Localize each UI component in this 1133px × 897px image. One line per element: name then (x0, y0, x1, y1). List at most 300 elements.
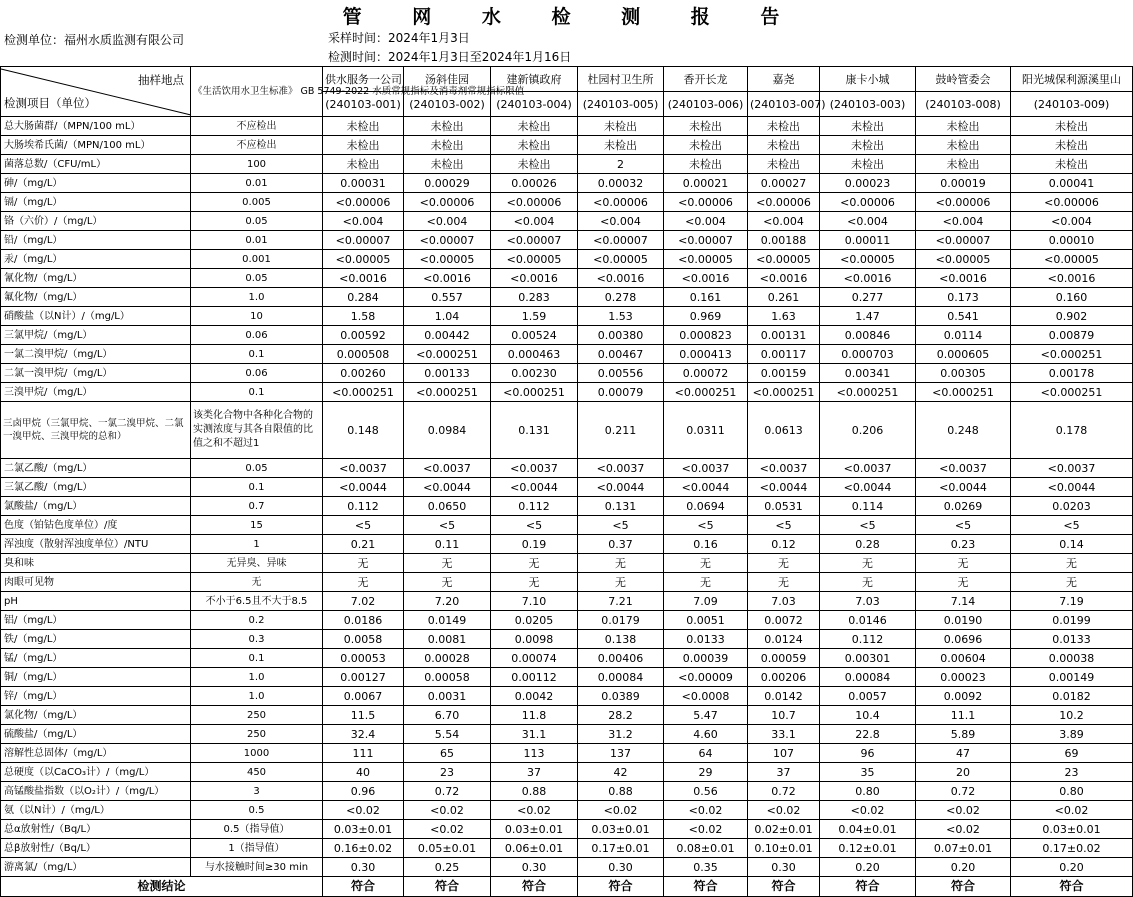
standard-limit: 0.1 (191, 649, 323, 668)
result-value: 无 (748, 573, 820, 592)
result-value: 0.16 (664, 535, 748, 554)
result-value: <0.0016 (916, 269, 1011, 288)
result-value: 0.30 (748, 858, 820, 877)
result-value: 0.00112 (491, 668, 578, 687)
result-value: <0.0016 (1011, 269, 1133, 288)
test-item: 氨（以N计）/（mg/L） (1, 801, 191, 820)
result-value: 1.53 (578, 307, 664, 326)
result-value: <0.0016 (491, 269, 578, 288)
result-value: 0.00230 (491, 364, 578, 383)
result-value: 无 (1011, 573, 1133, 592)
result-value: <0.00006 (664, 193, 748, 212)
site-name: 供水服务一公司 (323, 67, 404, 92)
standard-limit: 250 (191, 725, 323, 744)
result-value: 37 (748, 763, 820, 782)
site-code: (240103-002) (404, 92, 491, 117)
result-value: 0.00188 (748, 231, 820, 250)
result-value: <0.02 (748, 801, 820, 820)
result-value: 7.02 (323, 592, 404, 611)
result-value: 0.00011 (820, 231, 916, 250)
table-row (1, 763, 1133, 782)
result-value: 0.148 (323, 402, 404, 459)
result-value: 0.173 (916, 288, 1011, 307)
site-code: (240103-009) (1011, 92, 1133, 117)
result-value: 未检出 (578, 117, 664, 136)
result-value: <0.00005 (664, 250, 748, 269)
result-value: 0.00023 (820, 174, 916, 193)
result-value: 0.0142 (748, 687, 820, 706)
table-row (1, 649, 1133, 668)
test-item: 镉/（mg/L） (1, 193, 191, 212)
table-row (1, 250, 1133, 269)
test-item: 总β放射性/（Bq/L） (1, 839, 191, 858)
site-code: (240103-008) (916, 92, 1011, 117)
result-value: <0.0044 (323, 478, 404, 497)
table-row (1, 364, 1133, 383)
result-value: 0.00059 (748, 649, 820, 668)
result-value: 0.0114 (916, 326, 1011, 345)
result-value: 0.0311 (664, 402, 748, 459)
table-row (1, 497, 1133, 516)
result-value: <0.00005 (404, 250, 491, 269)
result-value: 0.72 (916, 782, 1011, 801)
result-value: <0.004 (664, 212, 748, 231)
result-value: 0.00031 (323, 174, 404, 193)
standard-limit: 3 (191, 782, 323, 801)
test-item: 色度（铂钴色度单位）/度 (1, 516, 191, 535)
standard-limit: 1 (191, 535, 323, 554)
result-value: <0.0044 (664, 478, 748, 497)
result-value: 65 (404, 744, 491, 763)
result-value: 11.8 (491, 706, 578, 725)
result-value: 未检出 (748, 155, 820, 174)
result-value: <0.0044 (1011, 478, 1133, 497)
result-value: 0.00131 (748, 326, 820, 345)
table-row (1, 212, 1133, 231)
result-value: <0.00007 (404, 231, 491, 250)
result-value: 0.00074 (491, 649, 578, 668)
test-time: 检测时间：2024年1月3日至2024年1月16日 (328, 50, 572, 64)
result-value: 0.284 (323, 288, 404, 307)
result-value: 23 (1011, 763, 1133, 782)
title-char: 水 (481, 6, 503, 28)
standard-limit: 0.06 (191, 326, 323, 345)
site-name: 香开长龙 (664, 67, 748, 92)
result-value: 未检出 (323, 155, 404, 174)
result-value: 0.0042 (491, 687, 578, 706)
result-value: 0.0186 (323, 611, 404, 630)
standard-limit: 1.0 (191, 668, 323, 687)
result-value: 0.00053 (323, 649, 404, 668)
table-row (1, 687, 1133, 706)
standard-limit: 不小于6.5且不大于8.5 (191, 592, 323, 611)
result-value: 31.1 (491, 725, 578, 744)
result-value: 无 (820, 554, 916, 573)
result-value: <0.000251 (491, 383, 578, 402)
result-value: 未检出 (916, 136, 1011, 155)
result-value: 42 (578, 763, 664, 782)
result-value: <0.02 (916, 801, 1011, 820)
result-value: 无 (578, 554, 664, 573)
test-item: 锰/（mg/L） (1, 649, 191, 668)
result-value: 未检出 (664, 155, 748, 174)
result-value: 0.131 (491, 402, 578, 459)
test-item: 铝/（mg/L） (1, 611, 191, 630)
test-item: 总大肠菌群/（MPN/100 mL） (1, 117, 191, 136)
result-value: 0.23 (916, 535, 1011, 554)
test-item: 游离氯/（mg/L） (1, 858, 191, 877)
result-value: 0.11 (404, 535, 491, 554)
result-value: 0.03±0.01 (578, 820, 664, 839)
result-value: 无 (748, 554, 820, 573)
result-value: 0.000605 (916, 345, 1011, 364)
standard-limit: 该类化合物中各种化合物的实测浓度与其各自限值的比值之和不超过1 (191, 402, 323, 459)
table-row (1, 839, 1133, 858)
test-item: 二氯乙酸/（mg/L） (1, 459, 191, 478)
result-value: 0.114 (820, 497, 916, 516)
result-value: <0.0044 (820, 478, 916, 497)
result-value: 0.03±0.01 (323, 820, 404, 839)
result-value: <0.00006 (578, 193, 664, 212)
site-code: (240103-005) (578, 92, 664, 117)
result-value: 11.1 (916, 706, 1011, 725)
result-value: <0.000251 (664, 383, 748, 402)
test-item: 菌落总数/（CFU/mL） (1, 155, 191, 174)
table-row (1, 269, 1133, 288)
result-value: <0.02 (916, 820, 1011, 839)
result-value: <0.00006 (916, 193, 1011, 212)
standard-limit: 0.1 (191, 383, 323, 402)
standard-limit: 0.3 (191, 630, 323, 649)
table-row (1, 782, 1133, 801)
result-value: 0.72 (404, 782, 491, 801)
result-value: 0.00027 (748, 174, 820, 193)
conclusion-value: 符合 (748, 877, 820, 897)
result-value: 0.12±0.01 (820, 839, 916, 858)
result-value: 1.59 (491, 307, 578, 326)
result-value: <0.000251 (748, 383, 820, 402)
result-value: 0.30 (323, 858, 404, 877)
result-value: <0.02 (404, 820, 491, 839)
standard-limit: 0.06 (191, 364, 323, 383)
test-item: 三溴甲烷/（mg/L） (1, 383, 191, 402)
result-value: 未检出 (1011, 155, 1133, 174)
result-value: <0.02 (578, 801, 664, 820)
result-value: 0.96 (323, 782, 404, 801)
conclusion-value: 符合 (404, 877, 491, 897)
standard-limit: 无异臭、异味 (191, 554, 323, 573)
result-value: <0.000251 (404, 383, 491, 402)
table-row (1, 744, 1133, 763)
result-value: 0.557 (404, 288, 491, 307)
test-item: 三卤甲烷（三氯甲烷、一氯二溴甲烷、二氯一溴甲烷、三溴甲烷的总和） (1, 402, 191, 459)
result-value: <5 (491, 516, 578, 535)
title-char: 告 (760, 6, 782, 28)
result-value: 0.0058 (323, 630, 404, 649)
result-value: <0.000251 (916, 383, 1011, 402)
result-value: 7.20 (404, 592, 491, 611)
standard-limit: 0.1 (191, 345, 323, 364)
result-value: 23 (404, 763, 491, 782)
result-value: 0.00159 (748, 364, 820, 383)
result-value: 0.00260 (323, 364, 404, 383)
result-value: 0.000823 (664, 326, 748, 345)
result-value: 0.00133 (404, 364, 491, 383)
standard-limit: 与水接触时间≥30 min (191, 858, 323, 877)
result-value: 0.88 (491, 782, 578, 801)
result-value: <0.00007 (578, 231, 664, 250)
item-label: 检测项目（单位） (4, 96, 96, 110)
result-value: 0.0389 (578, 687, 664, 706)
result-value: 0.02±0.01 (748, 820, 820, 839)
result-value: 0.00301 (820, 649, 916, 668)
result-value: 无 (1011, 554, 1133, 573)
test-item: 总α放射性/（Bq/L） (1, 820, 191, 839)
result-value: <0.00006 (404, 193, 491, 212)
result-value: 31.2 (578, 725, 664, 744)
result-value: 0.20 (916, 858, 1011, 877)
result-value: <0.02 (404, 801, 491, 820)
table-row (1, 402, 1133, 459)
result-value: 0.0190 (916, 611, 1011, 630)
result-value: <0.004 (404, 212, 491, 231)
result-value: 7.21 (578, 592, 664, 611)
result-value: 未检出 (404, 155, 491, 174)
standard-limit: 0.001 (191, 250, 323, 269)
result-value: 32.4 (323, 725, 404, 744)
result-value: 0.969 (664, 307, 748, 326)
table-row (1, 611, 1133, 630)
test-item: 铁/（mg/L） (1, 630, 191, 649)
result-value: 0.21 (323, 535, 404, 554)
conclusion-row (1, 877, 1133, 897)
result-value: 0.00127 (323, 668, 404, 687)
result-value: 0.19 (491, 535, 578, 554)
diagonal-header-cell (1, 67, 191, 117)
result-value: 0.00021 (664, 174, 748, 193)
site-name: 嘉尧 (748, 67, 820, 92)
result-value: <0.0037 (491, 459, 578, 478)
conclusion-value: 符合 (578, 877, 664, 897)
result-value: 0.0694 (664, 497, 748, 516)
result-value: 0.25 (404, 858, 491, 877)
result-value: <0.00005 (820, 250, 916, 269)
result-value: <5 (748, 516, 820, 535)
result-value: <0.00006 (820, 193, 916, 212)
table-row (1, 592, 1133, 611)
test-item: 二氯一溴甲烷/（mg/L） (1, 364, 191, 383)
result-value: 0.00041 (1011, 174, 1133, 193)
result-value: 无 (916, 573, 1011, 592)
conclusion-value: 符合 (323, 877, 404, 897)
result-value: 0.00556 (578, 364, 664, 383)
result-value: <0.000251 (1011, 345, 1133, 364)
result-value: 0.0067 (323, 687, 404, 706)
result-value: 0.00028 (404, 649, 491, 668)
result-value: <0.02 (664, 801, 748, 820)
result-value: 47 (916, 744, 1011, 763)
result-value: 0.112 (820, 630, 916, 649)
result-value: <0.00009 (664, 668, 748, 687)
table-row (1, 459, 1133, 478)
result-value: <5 (1011, 516, 1133, 535)
result-value: <0.0044 (404, 478, 491, 497)
table-row (1, 535, 1133, 554)
result-value: <5 (820, 516, 916, 535)
standard-limit: 不应检出 (191, 117, 323, 136)
testing-unit: 检测单位：福州水质监测有限公司 (4, 33, 185, 47)
result-value: 0.248 (916, 402, 1011, 459)
result-value: 0.30 (578, 858, 664, 877)
site-name: 阳光城保利源溪里山 (1011, 67, 1133, 92)
result-value: 0.178 (1011, 402, 1133, 459)
test-item: 一氯二溴甲烷/（mg/L） (1, 345, 191, 364)
result-value: 96 (820, 744, 916, 763)
result-value: 0.08±0.01 (664, 839, 748, 858)
table-row (1, 478, 1133, 497)
result-value: 0.00058 (404, 668, 491, 687)
result-value: 未检出 (404, 117, 491, 136)
table-row (1, 288, 1133, 307)
result-value: <0.02 (491, 801, 578, 820)
standard-limit: 0.05 (191, 269, 323, 288)
test-item: 浑浊度（散射浑浊度单位）/NTU (1, 535, 191, 554)
result-value: <0.0016 (820, 269, 916, 288)
result-value: 无 (491, 573, 578, 592)
result-value: 0.72 (748, 782, 820, 801)
result-value: 无 (323, 554, 404, 573)
result-value: <0.00006 (323, 193, 404, 212)
result-value: <0.0037 (1011, 459, 1133, 478)
test-item: 铬（六价）/（mg/L） (1, 212, 191, 231)
result-value: <0.00006 (491, 193, 578, 212)
standard-limit: 10 (191, 307, 323, 326)
result-value: 未检出 (491, 155, 578, 174)
site-code: (240103-003) (820, 92, 916, 117)
result-value: 111 (323, 744, 404, 763)
result-value: 0.10±0.01 (748, 839, 820, 858)
result-value: <0.000251 (404, 345, 491, 364)
result-value: 0.0205 (491, 611, 578, 630)
result-value: 未检出 (491, 136, 578, 155)
result-value: <0.00005 (491, 250, 578, 269)
site-name: 康卡小城 (820, 67, 916, 92)
test-item: 大肠埃希氏菌/（MPN/100 mL） (1, 136, 191, 155)
result-value: 0.0203 (1011, 497, 1133, 516)
result-value: 0.30 (491, 858, 578, 877)
title-char: 检 (551, 6, 573, 28)
result-value: 0.00023 (916, 668, 1011, 687)
result-value: 0.00467 (578, 345, 664, 364)
result-value: 0.0984 (404, 402, 491, 459)
result-value: 0.0531 (748, 497, 820, 516)
result-value: <0.0037 (820, 459, 916, 478)
standard-limit: 1.0 (191, 288, 323, 307)
result-value: 0.07±0.01 (916, 839, 1011, 858)
table-row (1, 858, 1133, 877)
table-row (1, 383, 1133, 402)
result-value: <0.00005 (578, 250, 664, 269)
result-value: <0.0037 (404, 459, 491, 478)
result-value: 0.06±0.01 (491, 839, 578, 858)
result-value: 22.8 (820, 725, 916, 744)
result-value: 0.00039 (664, 649, 748, 668)
result-value: 0.88 (578, 782, 664, 801)
result-value: 69 (1011, 744, 1133, 763)
result-value: 无 (404, 554, 491, 573)
result-value: 0.00879 (1011, 326, 1133, 345)
sample-point-label: 抽样地点 (138, 73, 184, 87)
result-value: 0.00341 (820, 364, 916, 383)
result-value: 0.0092 (916, 687, 1011, 706)
result-value: 0.00524 (491, 326, 578, 345)
standard-limit: 100 (191, 155, 323, 174)
table-row (1, 307, 1133, 326)
result-value: 0.0124 (748, 630, 820, 649)
conclusion-label: 检测结论 (1, 877, 323, 897)
standard-limit: 450 (191, 763, 323, 782)
result-value: <0.00006 (1011, 193, 1133, 212)
result-value: <0.02 (1011, 801, 1133, 820)
result-value: 0.00592 (323, 326, 404, 345)
result-value: 0.03±0.01 (491, 820, 578, 839)
test-item: 硫酸盐/（mg/L） (1, 725, 191, 744)
result-value: 35 (820, 763, 916, 782)
result-value: <0.004 (820, 212, 916, 231)
result-value: 0.00604 (916, 649, 1011, 668)
result-value: 37 (491, 763, 578, 782)
result-value: <5 (578, 516, 664, 535)
result-value: 0.0650 (404, 497, 491, 516)
result-value: 未检出 (491, 117, 578, 136)
result-value: 0.131 (578, 497, 664, 516)
result-value: 未检出 (323, 117, 404, 136)
test-item: 氰化物/（mg/L） (1, 269, 191, 288)
result-value: <0.00005 (916, 250, 1011, 269)
report-title (0, 2, 1124, 28)
standard-limit: 0.5（指导值） (191, 820, 323, 839)
result-value: 未检出 (404, 136, 491, 155)
result-value: 0.000703 (820, 345, 916, 364)
test-item: 肉眼可见物 (1, 573, 191, 592)
result-value: 0.17±0.02 (1011, 839, 1133, 858)
result-value: 137 (578, 744, 664, 763)
conclusion-value: 符合 (1011, 877, 1133, 897)
result-value: 0.138 (578, 630, 664, 649)
result-value: 0.00038 (1011, 649, 1133, 668)
result-value: 10.2 (1011, 706, 1133, 725)
standard-limit: 0.005 (191, 193, 323, 212)
result-value: 11.5 (323, 706, 404, 725)
table-row (1, 174, 1133, 193)
result-value: 7.10 (491, 592, 578, 611)
result-value: 0.20 (820, 858, 916, 877)
result-value: 未检出 (748, 136, 820, 155)
standard-limit: 0.05 (191, 459, 323, 478)
result-value: 无 (664, 554, 748, 573)
result-value: 0.00084 (578, 668, 664, 687)
result-value: 未检出 (916, 117, 1011, 136)
result-value: 无 (820, 573, 916, 592)
result-value: <0.00007 (916, 231, 1011, 250)
table-row (1, 801, 1133, 820)
table-row (1, 193, 1133, 212)
standard-limit: 1000 (191, 744, 323, 763)
result-value: 0.28 (820, 535, 916, 554)
result-value: 3.89 (1011, 725, 1133, 744)
table-row (1, 117, 1133, 136)
result-value: <0.02 (664, 820, 748, 839)
